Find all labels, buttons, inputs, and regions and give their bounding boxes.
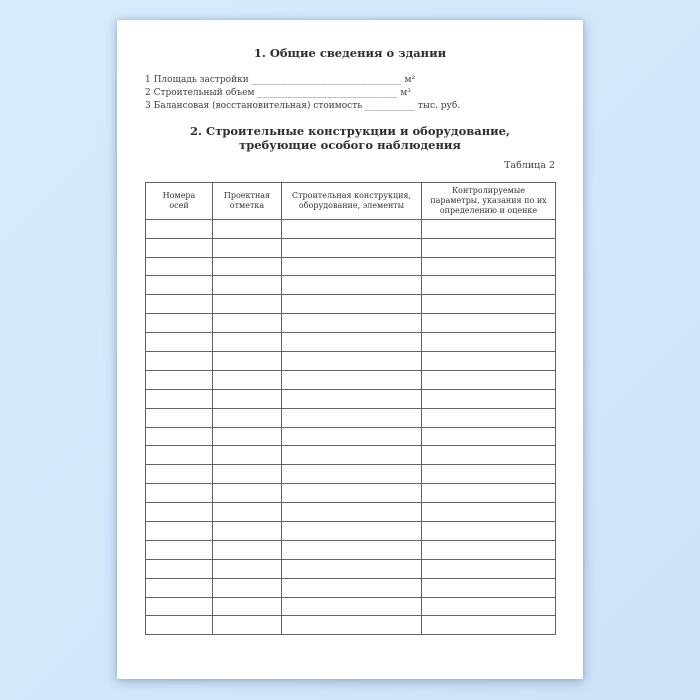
observation-table-body bbox=[146, 219, 556, 635]
field-unit: тыс. руб. bbox=[417, 101, 461, 112]
table-cell bbox=[282, 238, 422, 257]
table-cell bbox=[213, 370, 282, 389]
table-row bbox=[146, 559, 556, 578]
table-row bbox=[146, 427, 556, 446]
table-cell bbox=[213, 427, 282, 446]
table-row bbox=[146, 333, 556, 352]
table-cell bbox=[282, 314, 422, 333]
table-cell bbox=[146, 616, 213, 635]
field-label: 2 Строительный объем bbox=[145, 87, 255, 98]
table-cell bbox=[422, 484, 556, 503]
table-row bbox=[146, 351, 556, 370]
table-cell bbox=[422, 351, 556, 370]
table-cell bbox=[213, 616, 282, 635]
table-cell bbox=[282, 446, 422, 465]
table-row bbox=[146, 616, 556, 635]
table-cell bbox=[213, 540, 282, 559]
table-row bbox=[146, 314, 556, 333]
table-row bbox=[146, 465, 556, 484]
table-cell bbox=[213, 333, 282, 352]
table-row bbox=[146, 238, 556, 257]
table-cell bbox=[422, 257, 556, 276]
table-cell bbox=[146, 333, 213, 352]
table-row bbox=[146, 540, 556, 559]
table-cell bbox=[282, 333, 422, 352]
table-cell bbox=[282, 351, 422, 370]
table-cell bbox=[422, 521, 556, 540]
table-cell bbox=[213, 295, 282, 314]
field-blank-line: __________ bbox=[364, 101, 415, 112]
table-cell bbox=[146, 521, 213, 540]
field-blank-line: ______________________________ bbox=[251, 74, 402, 85]
table-cell bbox=[422, 370, 556, 389]
table-cell bbox=[282, 276, 422, 295]
table-cell bbox=[213, 238, 282, 257]
table-cell bbox=[422, 333, 556, 352]
table-cell bbox=[422, 408, 556, 427]
col-header-axis-numbers: Номера осей bbox=[146, 182, 213, 219]
table-cell bbox=[213, 389, 282, 408]
section1-title: 1. Общие сведения о здании bbox=[253, 46, 447, 60]
table-cell bbox=[146, 484, 213, 503]
table-cell bbox=[282, 295, 422, 314]
table-cell bbox=[422, 465, 556, 484]
field-building-area bbox=[145, 74, 555, 87]
table-cell bbox=[282, 503, 422, 522]
table-cell bbox=[282, 427, 422, 446]
field-unit: м² bbox=[404, 74, 416, 85]
table-cell bbox=[213, 408, 282, 427]
table-row bbox=[146, 219, 556, 238]
table-row bbox=[146, 503, 556, 522]
table-cell bbox=[146, 314, 213, 333]
table-cell bbox=[282, 559, 422, 578]
table-cell bbox=[213, 484, 282, 503]
table-cell bbox=[282, 597, 422, 616]
table-row bbox=[146, 370, 556, 389]
table-cell bbox=[422, 389, 556, 408]
table-row bbox=[146, 257, 556, 276]
field-label: 1 Площадь застройки bbox=[145, 74, 249, 85]
observation-table bbox=[145, 182, 556, 636]
table-cell bbox=[146, 465, 213, 484]
table-cell bbox=[146, 295, 213, 314]
col-header-controlled-parameters: Контролируемые параметры, указания по их определению и оценке bbox=[422, 182, 556, 219]
col-header-structure-equipment: Строительная конструкция, оборудование, элементы bbox=[282, 182, 422, 219]
table-cell bbox=[146, 408, 213, 427]
table-cell bbox=[422, 503, 556, 522]
table-row bbox=[146, 408, 556, 427]
table-cell bbox=[282, 521, 422, 540]
table-cell bbox=[213, 559, 282, 578]
table-cell bbox=[422, 314, 556, 333]
table-cell bbox=[213, 465, 282, 484]
col-header-design-mark: Проектная отметка bbox=[213, 182, 282, 219]
table-cell bbox=[213, 521, 282, 540]
table-cell bbox=[146, 559, 213, 578]
table-cell bbox=[422, 616, 556, 635]
table-header-row bbox=[146, 182, 556, 219]
table-cell bbox=[282, 219, 422, 238]
table-row bbox=[146, 484, 556, 503]
table-caption: Таблица 2 bbox=[504, 159, 555, 171]
table-row bbox=[146, 597, 556, 616]
field-building-volume bbox=[145, 87, 555, 100]
table-cell bbox=[213, 276, 282, 295]
table-cell bbox=[146, 238, 213, 257]
table-cell bbox=[213, 257, 282, 276]
table-cell bbox=[282, 484, 422, 503]
table-cell bbox=[422, 597, 556, 616]
table-cell bbox=[282, 616, 422, 635]
table-cell bbox=[146, 597, 213, 616]
table-row bbox=[146, 295, 556, 314]
table-row bbox=[146, 578, 556, 597]
table-cell bbox=[213, 578, 282, 597]
table-cell bbox=[422, 219, 556, 238]
table-cell bbox=[282, 465, 422, 484]
table-cell bbox=[146, 540, 213, 559]
table-cell bbox=[213, 314, 282, 333]
field-unit: м³ bbox=[400, 87, 411, 98]
table-cell bbox=[282, 408, 422, 427]
table-header bbox=[146, 182, 556, 219]
table-cell bbox=[422, 276, 556, 295]
table-cell bbox=[146, 219, 213, 238]
document-page bbox=[117, 20, 583, 679]
table-cell bbox=[422, 427, 556, 446]
table-cell bbox=[213, 446, 282, 465]
section1-fields bbox=[145, 74, 555, 114]
table-cell bbox=[146, 351, 213, 370]
table-cell bbox=[422, 578, 556, 597]
table-cell bbox=[146, 370, 213, 389]
table-cell bbox=[282, 257, 422, 276]
table-row bbox=[146, 446, 556, 465]
table-cell bbox=[422, 295, 556, 314]
table-cell bbox=[282, 370, 422, 389]
table-cell bbox=[282, 540, 422, 559]
table-cell bbox=[146, 503, 213, 522]
field-balance-cost bbox=[145, 100, 555, 113]
field-label: 3 Балансовая (восстановительная) стоимость bbox=[145, 101, 363, 112]
table-cell bbox=[213, 503, 282, 522]
table-cell bbox=[146, 276, 213, 295]
table-cell bbox=[422, 559, 556, 578]
table-cell bbox=[213, 351, 282, 370]
table-cell bbox=[422, 238, 556, 257]
table-row bbox=[146, 521, 556, 540]
table-cell bbox=[422, 446, 556, 465]
table-cell bbox=[146, 257, 213, 276]
field-blank-line: ____________________________ bbox=[257, 87, 398, 98]
table-cell bbox=[146, 427, 213, 446]
table-cell bbox=[422, 540, 556, 559]
section2-title: 2. Строительные конструкции и оборудование, требующие особого наблюдения bbox=[190, 123, 510, 153]
table-cell bbox=[213, 597, 282, 616]
table-cell bbox=[146, 389, 213, 408]
table-cell bbox=[282, 389, 422, 408]
table-cell bbox=[146, 578, 213, 597]
table-cell bbox=[146, 446, 213, 465]
table-row bbox=[146, 276, 556, 295]
table-cell bbox=[282, 578, 422, 597]
table-row bbox=[146, 389, 556, 408]
table-cell bbox=[213, 219, 282, 238]
